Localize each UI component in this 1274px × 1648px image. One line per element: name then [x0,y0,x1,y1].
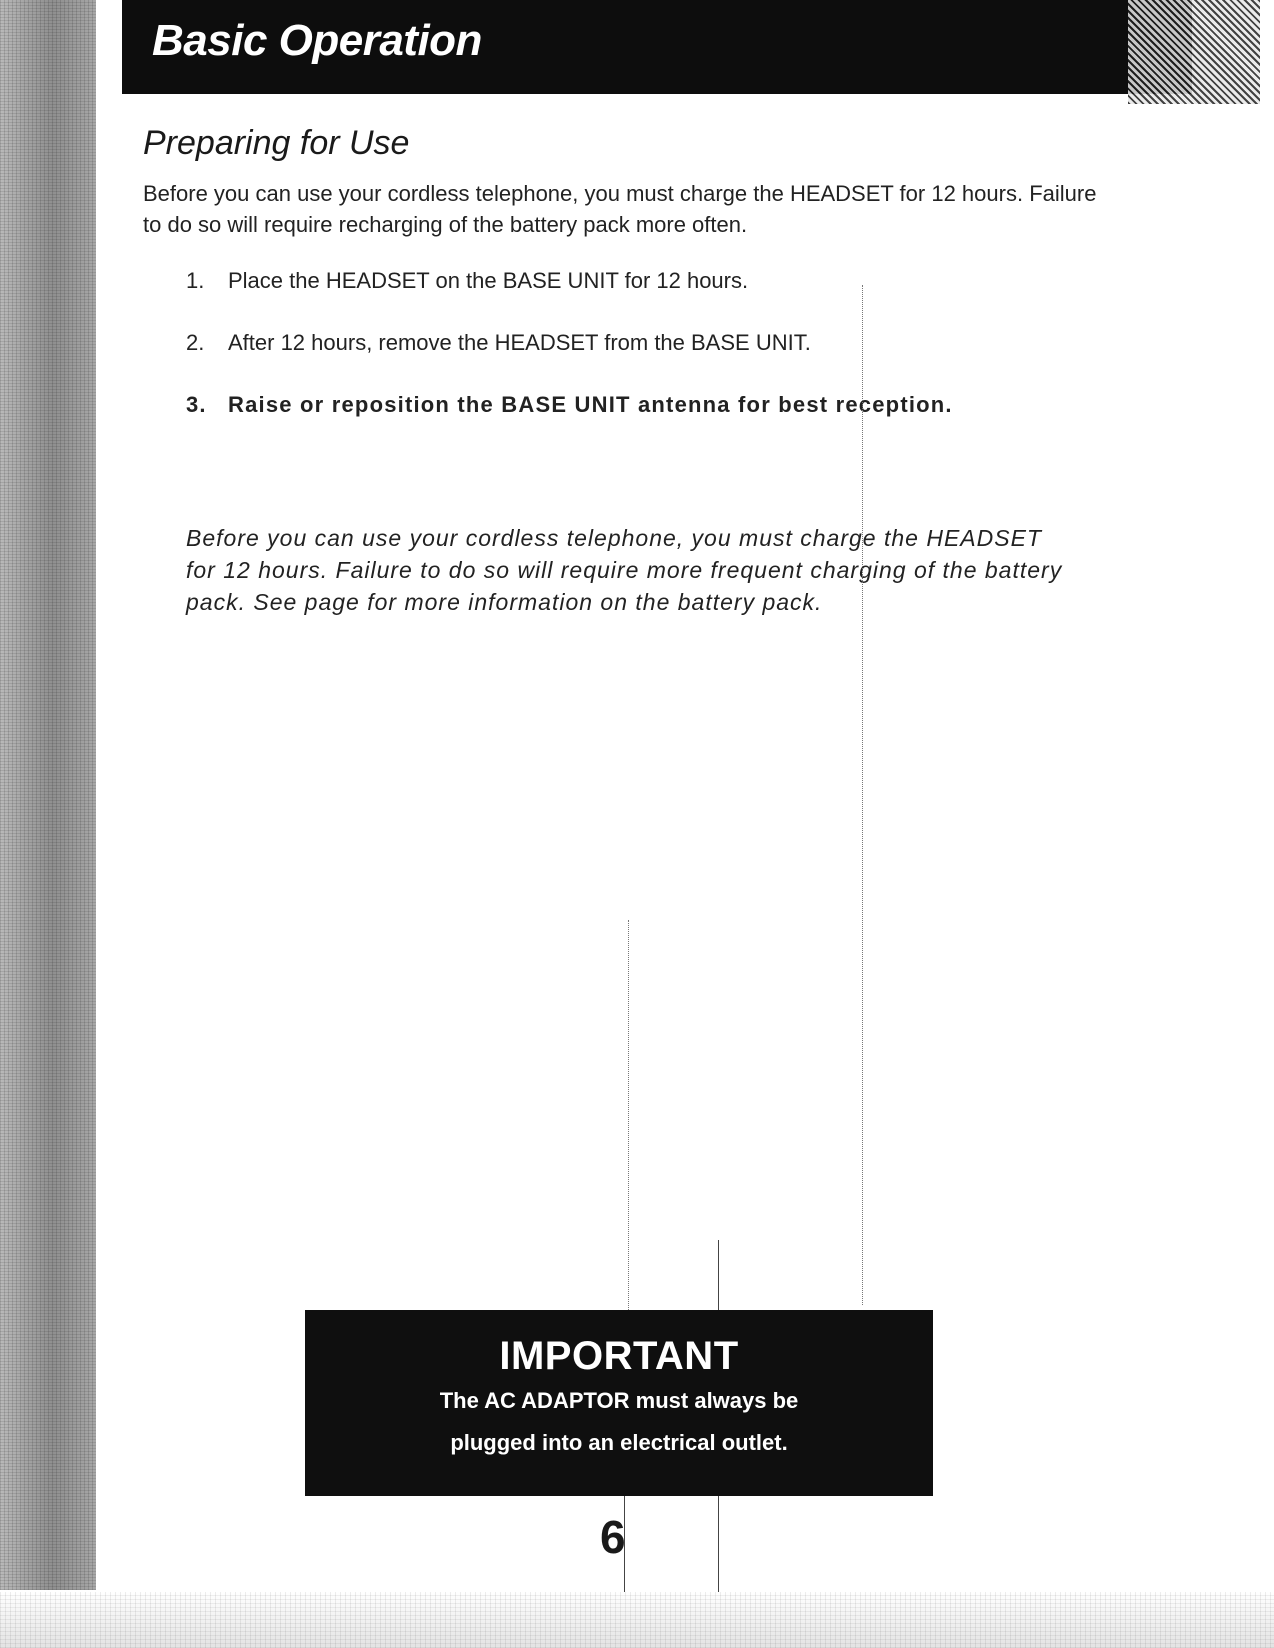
corner-texture [1128,0,1260,104]
step-number: 3. [186,392,207,417]
important-line-1: The AC ADAPTOR must always be [439,1388,799,1413]
step-text: After 12 hours, remove the HEADSET from the BASE UNIT. [228,330,811,355]
important-title: IMPORTANT [499,1334,739,1378]
scan-edge-left [0,0,96,1590]
scan-guide-line [862,285,863,1305]
scan-guide-line [718,1240,719,1310]
step-3 [186,392,953,418]
scan-guide-line [628,920,629,1310]
scan-guide-line [718,1496,719,1592]
step-number: 2. [186,330,205,355]
page-number: 6 [600,1511,626,1563]
intro-paragraph: Before you can use your cordless telephone, you must charge the HEADSET for 12 hours. Failure to do so will require recharging of the battery pack more often. [143,181,1097,237]
step-2 [186,330,811,356]
step-1 [186,268,748,294]
section-title: Preparing for Use [143,124,410,162]
step-text: Place the HEADSET on the BASE UNIT for 12 hours. [228,268,749,293]
scan-edge-bottom [0,1592,1274,1648]
important-notice [305,1310,933,1496]
step-text: Raise or reposition the BASE UNIT antenna for best reception. [228,392,953,417]
important-line-2: plugged into an electrical outlet. [450,1430,788,1455]
page-title: Basic Operation [152,16,482,65]
header-bar [122,0,1192,94]
step-number: 1. [186,268,205,293]
note-paragraph: Before you can use your cordless telephone, you must charge the HEADSET for 12 hours. Failure to do so will require more frequent charging of the battery pack. See page for more information on the battery pack. [186,525,1063,615]
